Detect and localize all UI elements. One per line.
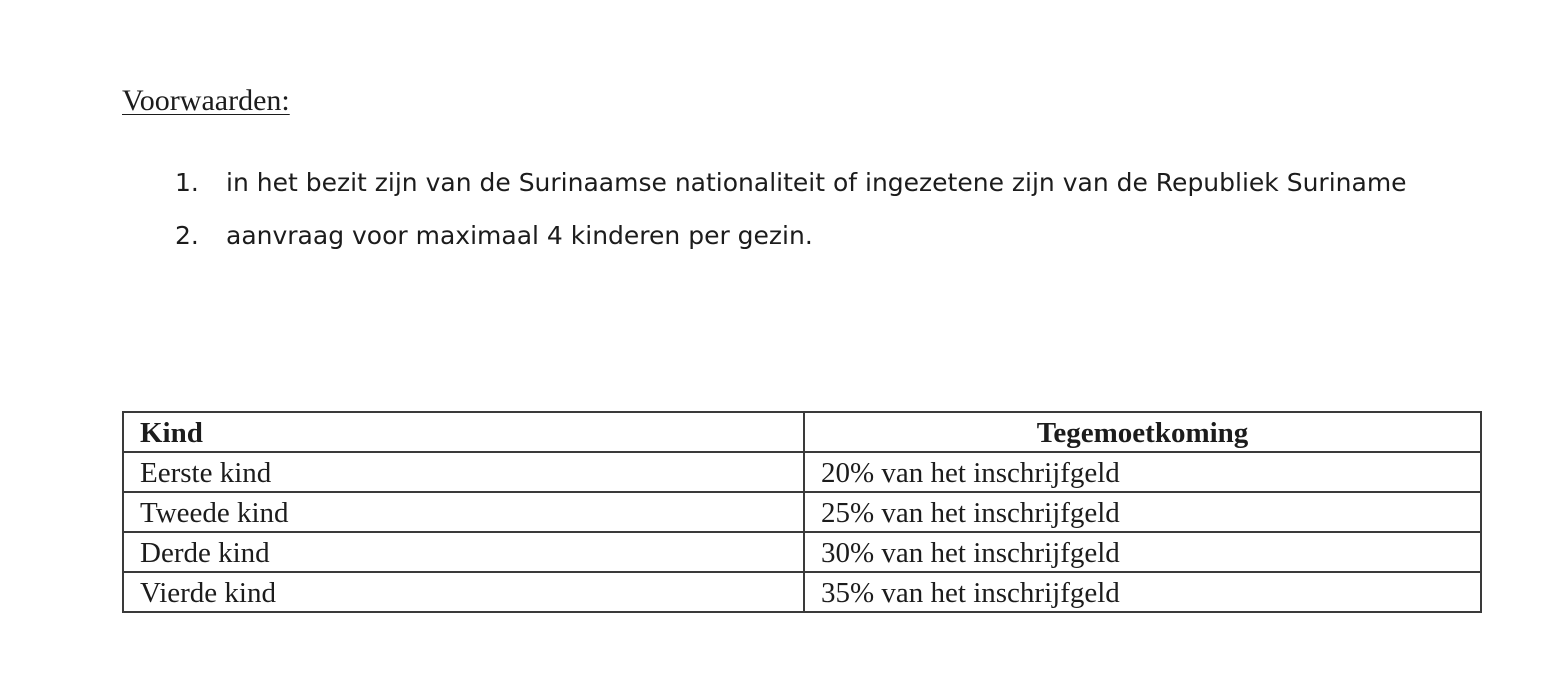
table-row bbox=[123, 532, 1481, 572]
table-cell-kind: Derde kind bbox=[123, 532, 804, 572]
table-row bbox=[123, 492, 1481, 532]
table-header-row bbox=[123, 412, 1481, 452]
list-item-number: 1. bbox=[175, 168, 199, 197]
section-heading: Voorwaarden: bbox=[122, 84, 290, 117]
table-cell-amount: 20% van het inschrijfgeld bbox=[804, 452, 1481, 492]
header-kind: Kind bbox=[123, 412, 804, 452]
table-cell-amount: 30% van het inschrijfgeld bbox=[804, 532, 1481, 572]
table-cell-kind: Eerste kind bbox=[123, 452, 804, 492]
allowance-table bbox=[122, 411, 1482, 613]
table-cell-amount: 25% van het inschrijfgeld bbox=[804, 492, 1481, 532]
table-row bbox=[123, 572, 1481, 612]
list-item-number: 2. bbox=[175, 221, 199, 250]
table-cell-kind: Vierde kind bbox=[123, 572, 804, 612]
table-row bbox=[123, 452, 1481, 492]
header-tegemoetkoming: Tegemoetkoming bbox=[804, 412, 1481, 452]
conditions-list bbox=[0, 158, 1544, 260]
list-item bbox=[0, 211, 1544, 260]
list-item bbox=[0, 158, 1544, 207]
list-item-text: in het bezit zijn van de Surinaamse nationaliteit of ingezetene zijn van de Republiek Suriname bbox=[226, 168, 1407, 197]
table-cell-amount: 35% van het inschrijfgeld bbox=[804, 572, 1481, 612]
list-item-text: aanvraag voor maximaal 4 kinderen per gezin. bbox=[226, 221, 813, 250]
table-cell-kind: Tweede kind bbox=[123, 492, 804, 532]
